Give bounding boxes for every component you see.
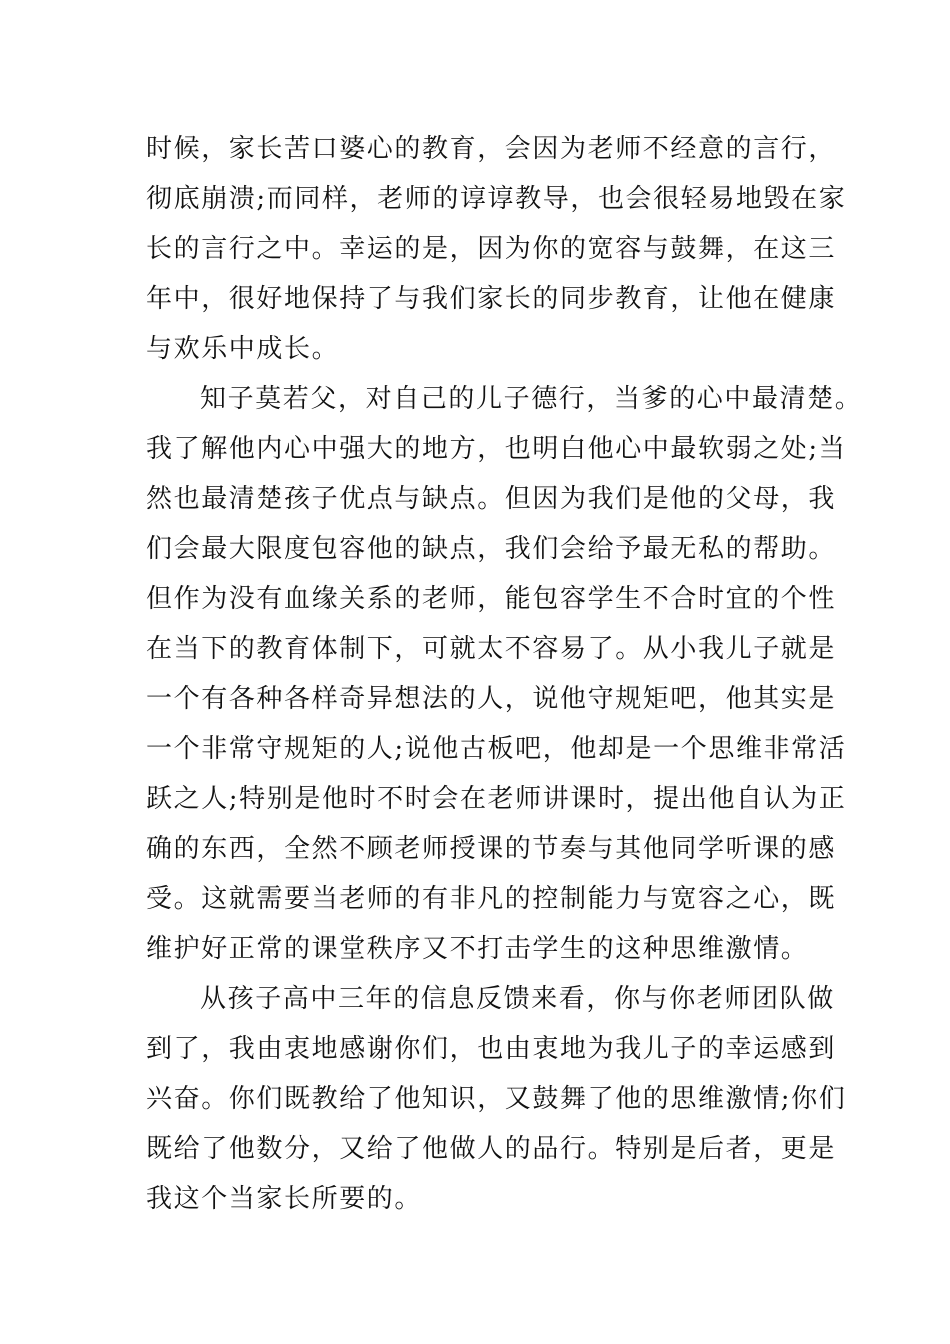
text-line: 我了解他内心中强大的地方，也明白他心中最软弱之处;当 xyxy=(146,434,847,464)
text-line: 年中，很好地保持了与我们家长的同步教育，让他在健康 xyxy=(146,284,837,314)
text-line: 长的言行之中。幸运的是，因为你的宽容与鼓舞，在这三 xyxy=(146,234,837,264)
text-line: 维护好正常的课堂秩序又不打击学生的这种思维激情。 xyxy=(146,934,809,964)
paragraph-first-line: 从孩子高中三年的信息反馈来看，你与你老师团队做 xyxy=(200,984,835,1014)
text-line: 一个有各种各样奇异想法的人，说他守规矩吧，他其实是 xyxy=(146,684,837,714)
text-line: 但作为没有血缘关系的老师，能包容学生不合时宜的个性 xyxy=(146,584,837,614)
body-text xyxy=(146,124,863,1224)
text-line: 兴奋。你们既教给了他知识，又鼓舞了他的思维激情;你们 xyxy=(146,1084,847,1114)
text-line: 跃之人;特别是他时不时会在老师讲课时，提出他自认为正 xyxy=(146,784,847,814)
text-line: 然也最清楚孩子优点与缺点。但因为我们是他的父母，我 xyxy=(146,484,837,514)
text-line: 确的东西，全然不顾老师授课的节奏与其他同学听课的感 xyxy=(146,834,837,864)
text-line: 既给了他数分，又给了他做人的品行。特别是后者，更是 xyxy=(146,1134,837,1164)
text-line: 与欢乐中成长。 xyxy=(146,334,340,364)
text-line: 受。这就需要当老师的有非凡的控制能力与宽容之心，既 xyxy=(146,884,837,914)
text-line: 一个非常守规矩的人;说他古板吧，他却是一个思维非常活 xyxy=(146,734,847,764)
text-line: 在当下的教育体制下，可就太不容易了。从小我儿子就是 xyxy=(146,634,837,664)
paragraph-first-line: 知子莫若父，对自己的儿子德行，当爹的心中最清楚。 xyxy=(200,384,863,414)
text-line: 们会最大限度包容他的缺点，我们会给予最无私的帮助。 xyxy=(146,534,837,564)
text-line: 彻底崩溃;而同样，老师的谆谆教导，也会很轻易地毁在家 xyxy=(146,184,847,214)
text-line: 时候，家长苦口婆心的教育，会因为老师不经意的言行， xyxy=(146,134,837,164)
text-line: 我这个当家长所要的。 xyxy=(146,1184,423,1214)
text-line: 到了，我由衷地感谢你们，也由衷地为我儿子的幸运感到 xyxy=(146,1034,837,1064)
